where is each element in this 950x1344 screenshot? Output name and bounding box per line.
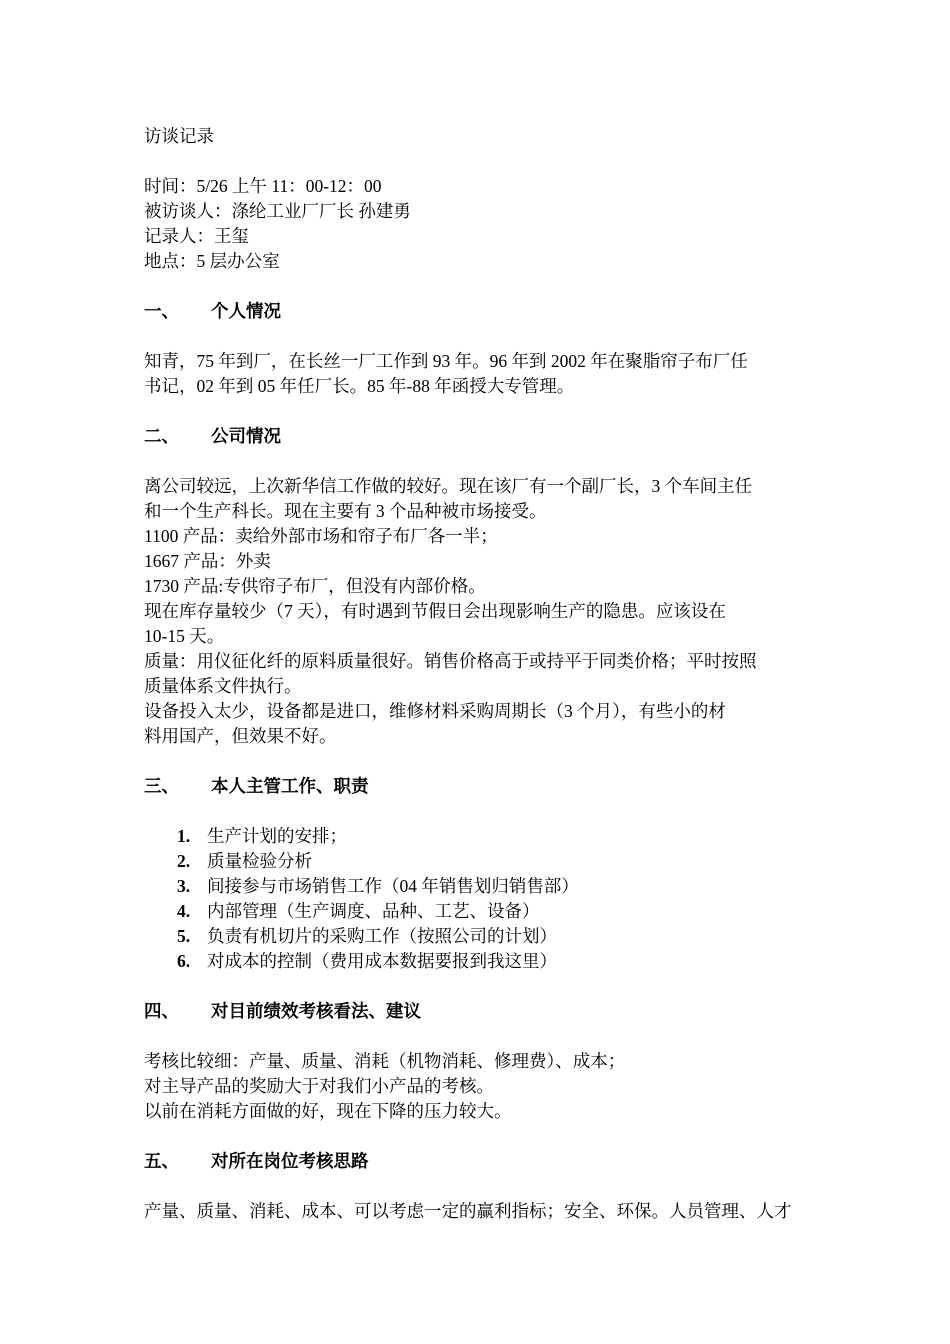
section-title: 个人情况 (211, 301, 281, 321)
list-item (177, 899, 810, 924)
list-item-text: 质量检验分析 (207, 851, 312, 871)
list-item-text: 间接参与市场销售工作（04 年销售划归销售部） (207, 876, 579, 896)
section-number: 四、 (144, 1001, 179, 1021)
paragraph-line: 1667 产品：外卖 (144, 551, 271, 571)
paragraph-line: 书记，02 年到 05 年任厂长。85 年-88 年函授大专管理。 (144, 376, 575, 396)
paragraph-line: 以前在消耗方面做的好，现在下降的压力较大。 (144, 1101, 512, 1121)
section-heading (144, 1149, 810, 1174)
paragraph-line: 10-15 天。 (144, 626, 225, 646)
section-heading (144, 999, 810, 1024)
list-item-text: 负责有机切片的采购工作（按照公司的计划） (207, 926, 557, 946)
section-number: 五、 (144, 1151, 179, 1171)
paragraph-line: 离公司较远，上次新华信工作做的较好。现在该厂有一个副厂长，3 个车间主任 (144, 476, 753, 496)
list-item-text: 内部管理（生产调度、品种、工艺、设备） (207, 901, 540, 921)
paragraph-line: 1100 产品：卖给外部市场和帘子布厂各一半； (144, 526, 498, 546)
list-item-text: 对成本的控制（费用成本数据要报到我这里） (207, 951, 557, 971)
section-title: 对目前绩效考核看法、建议 (211, 1001, 421, 1021)
meta-location: 地点：5 层办公室 (144, 251, 280, 271)
list-item-number: 1. (177, 826, 191, 846)
paragraph-line: 设备投入太少，设备都是进口，维修材料采购周期长（3 个月），有些小的材 (144, 701, 726, 721)
section-title: 对所在岗位考核思路 (211, 1151, 369, 1171)
list-item-number: 5. (177, 926, 191, 946)
paragraph-line: 知青，75 年到厂，在长丝一厂工作到 93 年。96 年到 2002 年在聚脂帘子布厂任 (144, 351, 748, 371)
list-item-number: 2. (177, 851, 191, 871)
list-item-text: 生产计划的安排； (207, 826, 347, 846)
list-item (177, 849, 810, 874)
section-heading (144, 774, 810, 799)
meta-recorder: 记录人：王玺 (144, 226, 249, 246)
paragraph-line: 1730 产品:专供帘子布厂，但没有内部价格。 (144, 576, 486, 596)
list-item-number: 4. (177, 901, 191, 921)
paragraph-line: 现在库存量较少（7 天），有时遇到节假日会出现影响生产的隐患。应该设在 (144, 601, 726, 621)
list-item (177, 949, 810, 974)
paragraph-line: 料用国产，但效果不好。 (144, 726, 337, 746)
list-item (177, 824, 810, 849)
duties-list (144, 824, 810, 974)
paragraph-line: 质量：用仪征化纤的原料质量很好。销售价格高于或持平于同类价格；平时按照 (144, 651, 757, 671)
paragraph-line: 和一个生产科长。现在主要有 3 个品种被市场接受。 (144, 501, 547, 521)
section-heading (144, 299, 810, 324)
meta-interviewee: 被访谈人：涤纶工业厂厂长 孙建勇 (144, 201, 411, 221)
list-item (177, 874, 810, 899)
meta-time: 时间：5/26 上午 11：00-12：00 (144, 176, 382, 196)
paragraph-line: 考核比较细：产量、质量、消耗（机物消耗、修理费）、成本； (144, 1051, 626, 1071)
document-title: 访谈记录 (144, 126, 214, 146)
paragraph-line: 产量、质量、消耗、成本、可以考虑一定的赢利指标；安全、环保。人员管理、人才 (144, 1201, 792, 1221)
paragraph-line: 对主导产品的奖励大于对我们小产品的考核。 (144, 1076, 494, 1096)
section-title: 本人主管工作、职责 (211, 776, 369, 796)
section-number: 二、 (144, 426, 179, 446)
list-item (177, 924, 810, 949)
section-number: 三、 (144, 776, 179, 796)
list-item-number: 6. (177, 951, 191, 971)
paragraph-line: 质量体系文件执行。 (144, 676, 302, 696)
section-number: 一、 (144, 301, 179, 321)
section-title: 公司情况 (211, 426, 281, 446)
list-item-number: 3. (177, 876, 191, 896)
section-heading (144, 424, 810, 449)
